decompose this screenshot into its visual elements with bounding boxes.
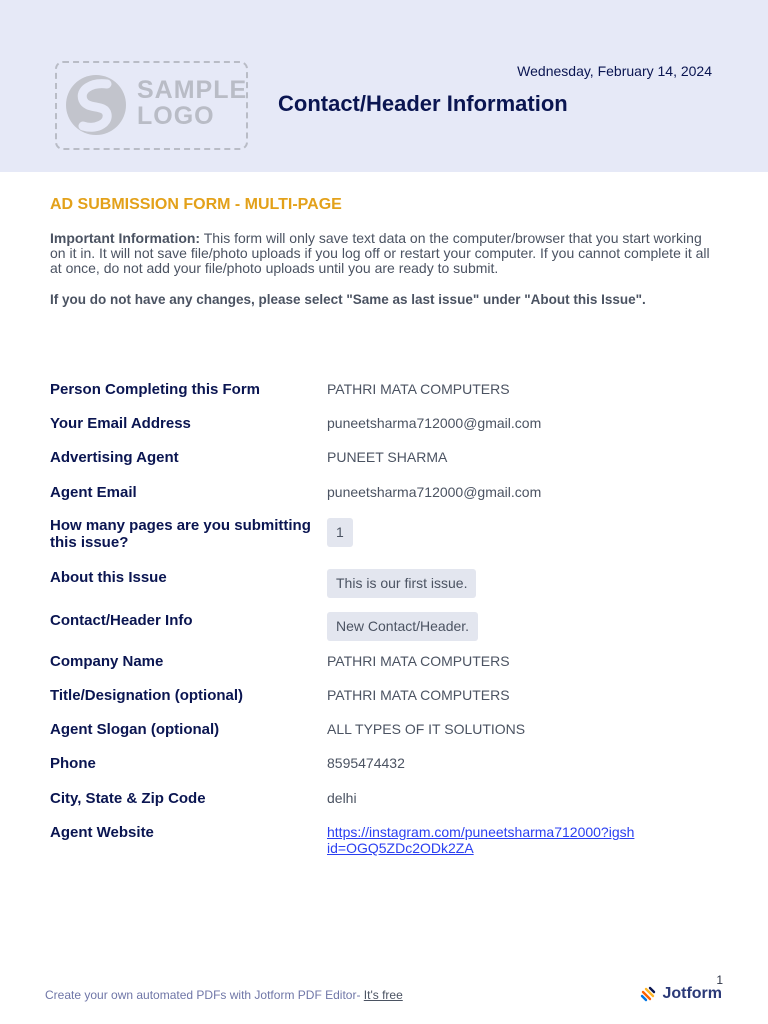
field-label: Contact/Header Info <box>50 612 193 629</box>
field-label: Your Email Address <box>50 415 191 432</box>
page-header <box>0 0 768 172</box>
value-chip: 1 <box>327 518 353 547</box>
field-value <box>327 612 478 641</box>
field-value: ALL TYPES OF IT SOLUTIONS <box>327 721 526 737</box>
logo-line-2: LOGO <box>137 102 215 130</box>
sample-logo <box>55 61 248 150</box>
info-text: This form will only save text data on the computer/browser that you start working on it in. It will not save file/photo uploads if you log off or restart your computer. If you cannot complete it all at once, do not add your file/photo uploads until you are ready to submit. <box>50 230 710 276</box>
field-label: How many pages are you submitting this issue? <box>50 517 311 551</box>
field-value <box>327 824 637 856</box>
its-free-link[interactable]: It's free <box>363 988 403 1002</box>
footer-promo <box>45 988 403 1002</box>
field-label: Agent Website <box>50 824 154 841</box>
field-value: 8595474432 <box>327 755 405 771</box>
field-value: puneetsharma712000@gmail.com <box>327 484 542 500</box>
agent-website-link[interactable]: https://instagram.com/puneetsharma712000?igshid=OGQ5ZDc2ODk2ZA <box>327 824 635 856</box>
field-value: delhi <box>327 790 357 806</box>
header-date: Wednesday, February 14, 2024 <box>517 63 712 79</box>
field-label: Person Completing this Form <box>50 381 261 398</box>
important-information <box>50 231 720 275</box>
logo-text <box>137 77 247 129</box>
field-value: PATHRI MATA COMPUTERS <box>327 653 510 669</box>
footer-promo-text: Create your own automated PDFs with Jotform PDF Editor- <box>45 988 364 1002</box>
field-value <box>327 518 353 547</box>
jotform-logo-icon <box>640 986 656 1002</box>
field-label: Title/Designation (optional) <box>50 687 244 704</box>
info-label: Important Information: <box>50 230 201 246</box>
brand-name: Jotform <box>662 985 722 1002</box>
value-chip: New Contact/Header. <box>327 612 478 641</box>
page-number: 1 <box>716 973 723 987</box>
field-label: About this Issue <box>50 569 167 586</box>
form-title: AD SUBMISSION FORM - MULTI-PAGE <box>50 196 342 213</box>
field-label: Phone <box>50 755 96 772</box>
field-value: puneetsharma712000@gmail.com <box>327 415 542 431</box>
field-value: PATHRI MATA COMPUTERS <box>327 381 510 397</box>
field-label: Advertising Agent <box>50 449 179 466</box>
logo-line-1: SAMPLE <box>137 76 248 104</box>
field-label: Agent Email <box>50 484 137 501</box>
field-value: PUNEET SHARMA <box>327 449 448 465</box>
jotform-brand[interactable] <box>640 985 722 1003</box>
sample-logo-icon <box>63 74 129 136</box>
field-value: PATHRI MATA COMPUTERS <box>327 687 510 703</box>
field-label: City, State & Zip Code <box>50 790 206 807</box>
field-label: Company Name <box>50 653 164 670</box>
value-chip: This is our first issue. <box>327 569 476 598</box>
header-title: Contact/Header Information <box>278 91 568 116</box>
no-changes-notice: If you do not have any changes, please select "Same as last issue" under "About this Issue". <box>50 292 646 307</box>
field-label: Agent Slogan (optional) <box>50 721 220 738</box>
field-value <box>327 569 476 598</box>
